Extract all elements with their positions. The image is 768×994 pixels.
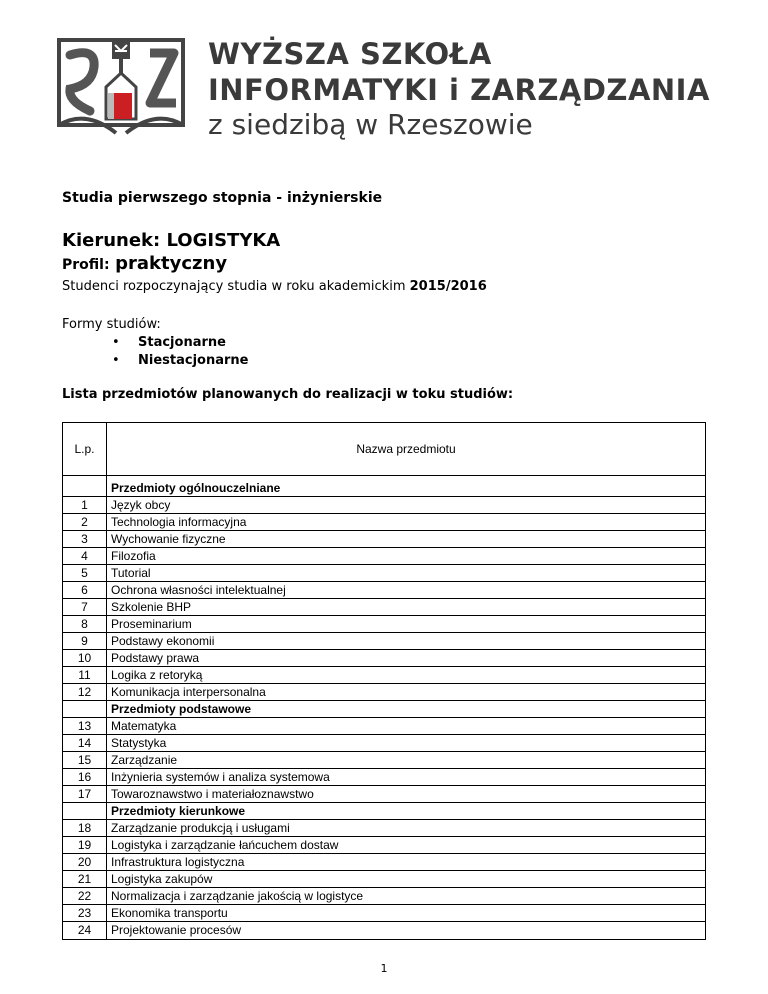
- table-row-lp: 3: [63, 531, 106, 548]
- table-row-lp: 2: [63, 514, 106, 531]
- academic-year: 2015/2016: [409, 279, 487, 294]
- logo-line-1: WYŻSZA SZKOŁA: [208, 37, 492, 71]
- forms-label: Formy studiów:: [62, 317, 161, 332]
- table-row-lp: [63, 803, 106, 820]
- table-row-lp: 22: [63, 888, 106, 905]
- lp-column: [63, 476, 107, 940]
- table-row-name: Podstawy prawa: [107, 650, 705, 667]
- table-row-name: Zarządzanie: [107, 752, 705, 769]
- table-row-lp: [63, 480, 106, 497]
- students-year-line: [62, 279, 487, 294]
- table-row-lp: 7: [63, 599, 106, 616]
- table-group-heading: Przedmioty podstawowe: [107, 701, 705, 718]
- name-column: [107, 476, 706, 940]
- table-group-heading: Przedmioty ogólnouczelniane: [107, 480, 705, 497]
- table-body-row: [63, 476, 706, 940]
- logo-wordmark: [208, 36, 710, 142]
- table-row-lp: 21: [63, 871, 106, 888]
- subject-list-title: Lista przedmiotów planowanych do realizacji w toku studiów:: [62, 387, 514, 402]
- table-row-name: Logistyka i zarządzanie łańcuchem dostaw: [107, 837, 705, 854]
- table-row-name: Podstawy ekonomii: [107, 633, 705, 650]
- table-row-name: Statystyka: [107, 735, 705, 752]
- study-level: Studia pierwszego stopnia - inżynierskie: [62, 190, 383, 206]
- table-row-name: Matematyka: [107, 718, 705, 735]
- profil-line: [62, 253, 227, 274]
- table-row-lp: 15: [63, 752, 106, 769]
- subjects-table: [62, 422, 706, 940]
- table-row-lp: [63, 701, 106, 718]
- forms-list-item: [110, 352, 248, 370]
- table-row-name: Normalizacja i zarządzanie jakością w logistyce: [107, 888, 705, 905]
- table-row-name: Technologia informacyjna: [107, 514, 705, 531]
- table-header-row: [63, 423, 706, 476]
- forms-item-label: Stacjonarne: [138, 335, 226, 350]
- table-row-name: Ochrona własności intelektualnej: [107, 582, 705, 599]
- students-prefix: Studenci rozpoczynający studia w roku akademickim: [62, 279, 406, 294]
- table-row-name: Projektowanie procesów: [111, 923, 242, 937]
- table-row-name: Szkolenie BHP: [107, 599, 705, 616]
- table-row-name: Wychowanie fizyczne: [107, 531, 705, 548]
- table-row-lp: 1: [63, 497, 106, 514]
- table-row-name: Tutorial: [107, 565, 705, 582]
- table-row-lp: 6: [63, 582, 106, 599]
- forms-list-item: [110, 334, 248, 352]
- table-row-lp: 20: [63, 854, 106, 871]
- table-row-name: Ekonomika transportu: [107, 905, 705, 922]
- table-group-heading: Przedmioty kierunkowe: [107, 803, 705, 820]
- table-row-name: Towaroznawstwo i materiałoznawstwo: [107, 786, 705, 803]
- forms-list: [110, 334, 248, 370]
- bullet-icon: •: [112, 335, 120, 350]
- table-row-lp: 12: [63, 684, 106, 701]
- table-row-lp: 17: [63, 786, 106, 803]
- table-row-lp: 11: [63, 667, 106, 684]
- logo-line-3: z siedzibą w Rzeszowie: [208, 108, 533, 141]
- table-row-lp: 16: [63, 769, 106, 786]
- name-list: [107, 480, 705, 939]
- table-row-lp: 24: [77, 923, 92, 937]
- table-row-lp: 4: [63, 548, 106, 565]
- header-lp: L.p.: [63, 423, 107, 476]
- page-number: 1: [380, 962, 388, 975]
- table-row-name: Komunikacja interpersonalna: [107, 684, 705, 701]
- kierunek-heading: Kierunek: LOGISTYKA: [62, 230, 281, 251]
- table-row-name: Logistyka zakupów: [107, 871, 705, 888]
- table-row-lp: 10: [63, 650, 106, 667]
- table-row-name: Język obcy: [107, 497, 705, 514]
- table-row-lp: 19: [63, 837, 106, 854]
- university-logo-emblem: [56, 37, 186, 137]
- logo-line-2: INFORMATYKI i ZARZĄDZANIA: [208, 73, 710, 107]
- table-row-lp: 13: [63, 718, 106, 735]
- table-row-lp: 23: [63, 905, 106, 922]
- bullet-icon: •: [112, 353, 120, 368]
- table-row-lp: 8: [63, 616, 106, 633]
- forms-item-label: Niestacjonarne: [138, 353, 249, 368]
- table-row-lp: 9: [63, 633, 106, 650]
- profil-label: Profil:: [62, 257, 110, 273]
- table-row-name: Infrastruktura logistyczna: [107, 854, 705, 871]
- table-row-lp: 14: [63, 735, 106, 752]
- table-row-name: Filozofia: [107, 548, 705, 565]
- table-row-name: Logika z retoryką: [107, 667, 705, 684]
- profil-value: praktyczny: [115, 253, 228, 274]
- table-row-lp: 18: [63, 820, 106, 837]
- table-row-name: Inżynieria systemów i analiza systemowa: [107, 769, 705, 786]
- lp-list: [63, 476, 106, 939]
- table-row-name: Zarządzanie produkcją i usługami: [107, 820, 705, 837]
- header-name: Nazwa przedmiotu: [107, 423, 706, 476]
- table-row-name: Proseminarium: [107, 616, 705, 633]
- table-row-lp: 5: [63, 565, 106, 582]
